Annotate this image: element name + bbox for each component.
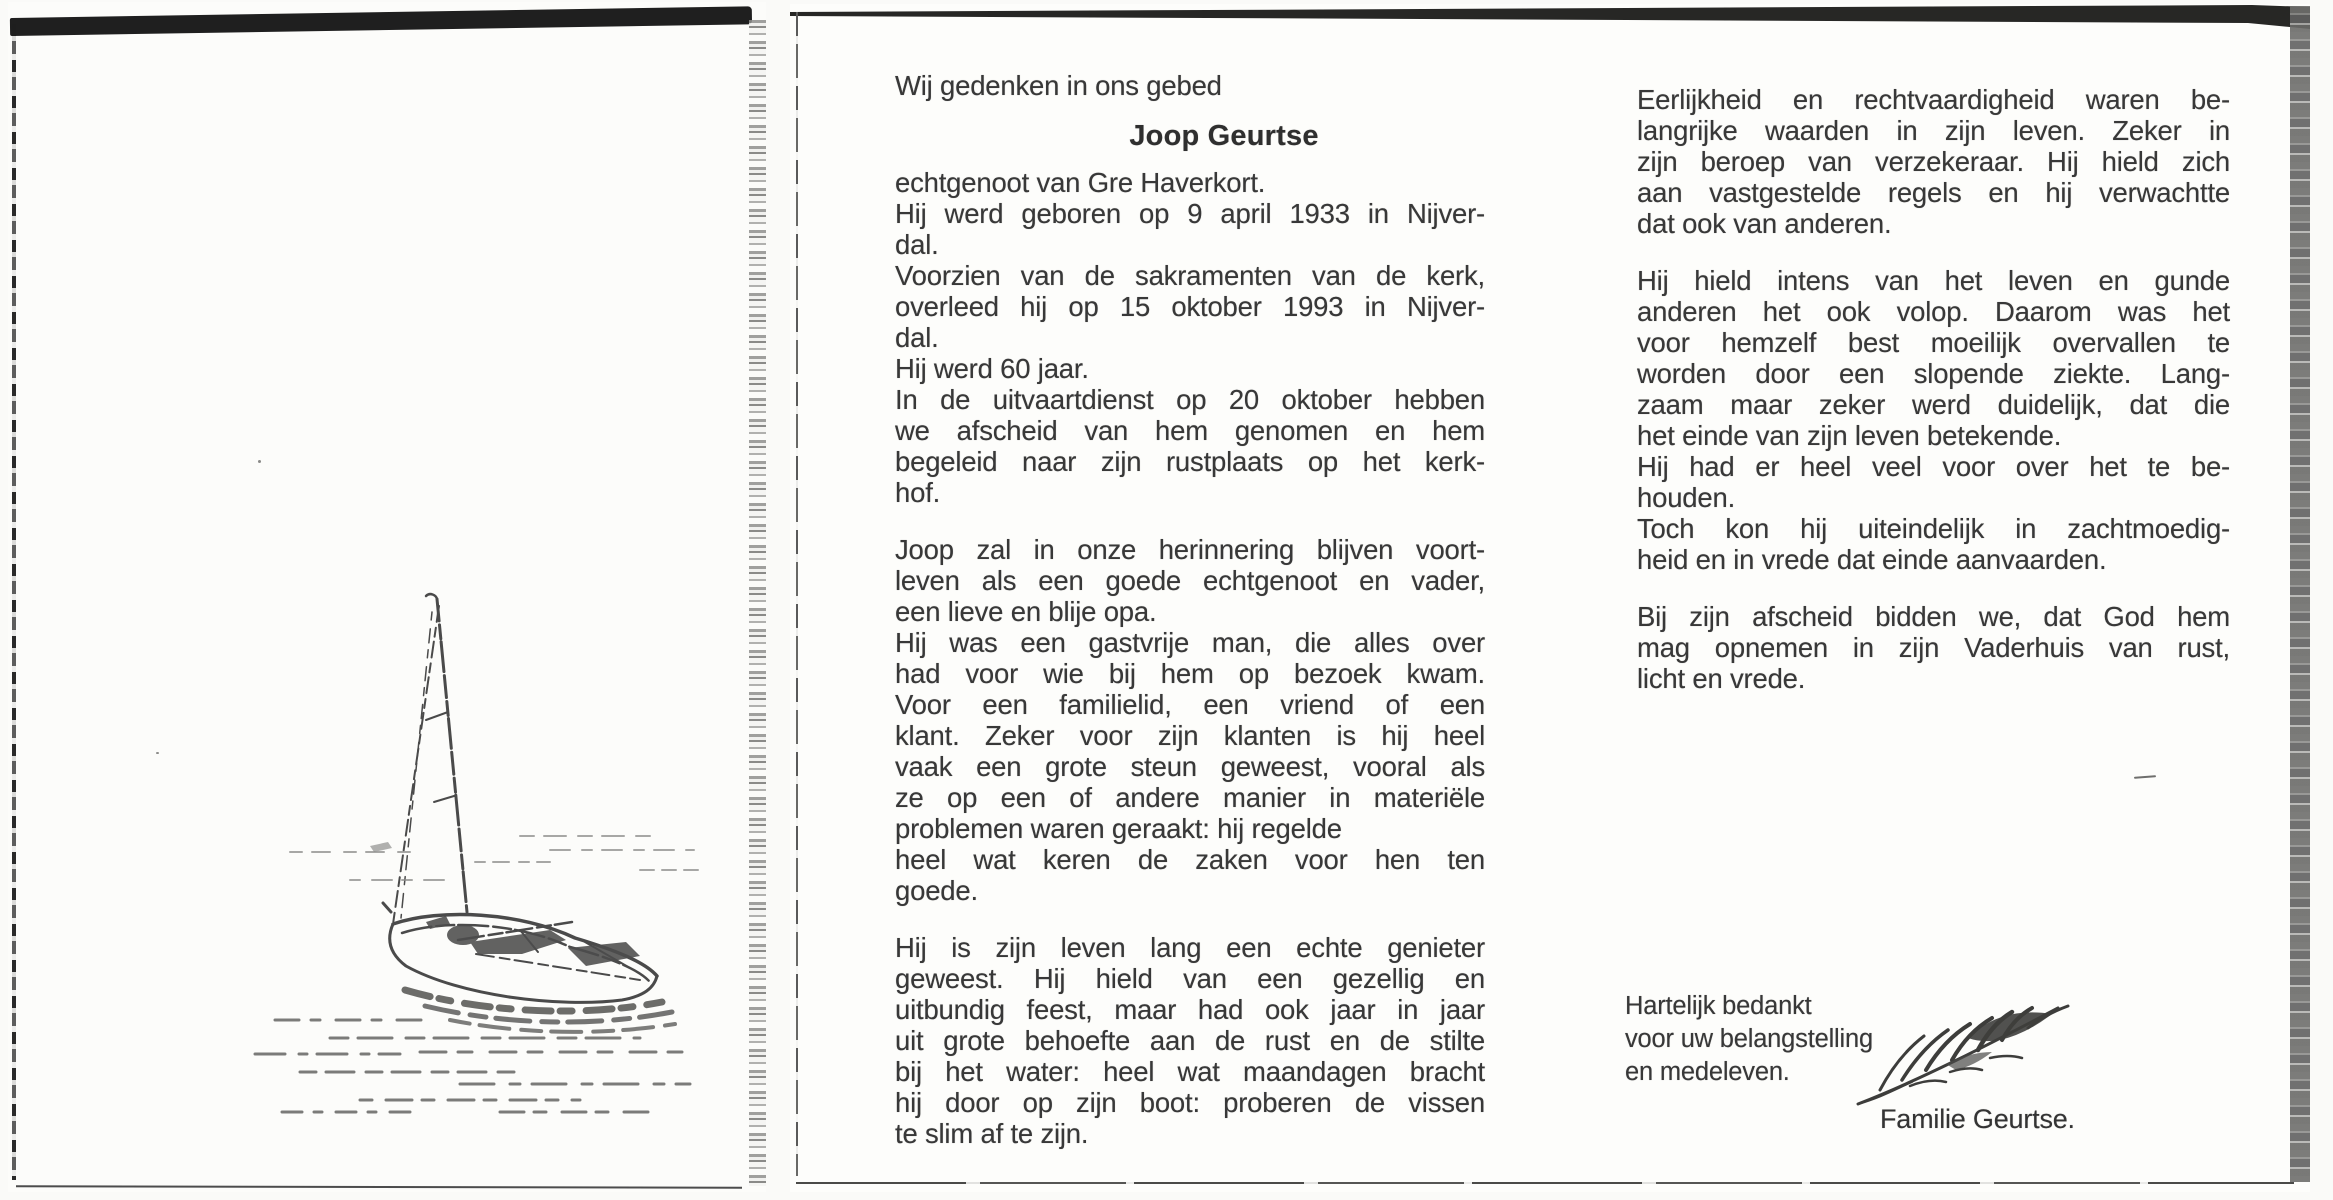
text-line: Eerlijkheid en rechtvaardigheid waren be- xyxy=(1637,84,2230,115)
paper-speck xyxy=(258,460,261,463)
text-line: het einde van zijn leven betekende. xyxy=(1637,420,2062,451)
text-line: Hij werd 60 jaar. xyxy=(895,353,1089,384)
text-column-left xyxy=(895,70,1485,1149)
text-line: vaak een grote steun geweest, vooral als xyxy=(895,751,1485,782)
text-line: dal. xyxy=(895,322,939,353)
deceased-name: Joop Geurtse xyxy=(1129,120,1319,152)
text-line: Voor een familielid, een vriend of een xyxy=(895,689,1485,720)
paragraph-gap xyxy=(895,906,1485,932)
ink-smudge xyxy=(2134,775,2156,779)
scan-edge-left xyxy=(796,12,798,1176)
text-line: een lieve en blije opa. xyxy=(895,596,1157,627)
sailboat-sketch xyxy=(220,550,740,1162)
paragraph-gap xyxy=(895,101,1485,119)
text-line: Bij zijn afscheid bidden we, dat God hem xyxy=(1637,601,2230,632)
paragraph-gap xyxy=(1637,239,2230,265)
text-line: we afscheid van hem genomen en hem xyxy=(895,415,1485,446)
text-line: In de uitvaartdienst op 20 oktober hebben xyxy=(895,384,1485,415)
text-line: Hij had er heel veel voor over het te be- xyxy=(1637,451,2230,482)
text-line: ze op een of andere manier in materiële xyxy=(895,782,1485,813)
text-line: hij door op zijn boot: proberen de vissen xyxy=(895,1087,1485,1118)
palm-frond-sketch xyxy=(1850,966,2085,1116)
text-line: klant. Zeker voor zijn klanten is hij heel xyxy=(895,720,1485,751)
text-line: en medeleven. xyxy=(1625,1058,1790,1086)
paragraph-gap xyxy=(895,508,1485,534)
text-line: heid en in vrede dat einde aanvaarden. xyxy=(1637,544,2107,575)
text-line: uitbundig feest, maar had ook jaar in jaar xyxy=(895,994,1485,1025)
text-line: geweest. Hij hield van een gezellig en xyxy=(895,963,1485,994)
paper-speck xyxy=(156,752,159,754)
paragraph-gap xyxy=(895,153,1485,167)
scan-edge-bottom xyxy=(16,1185,742,1189)
text-line: Voorzien van de sakramenten van de kerk, xyxy=(895,260,1485,291)
text-line: Hij was een gastvrije man, die alles over xyxy=(895,627,1485,658)
text-line: uit grote behoefte aan de rust en de stilte xyxy=(895,1025,1485,1056)
scan-edge-bottom xyxy=(796,1182,2294,1184)
text-line: Toch kon hij uiteindelijk in zachtmoedig- xyxy=(1637,513,2230,544)
text-line: overleed hij op 15 oktober 1993 in Nijver- xyxy=(895,291,1485,322)
text-line: Hartelijk bedankt xyxy=(1625,992,1812,1020)
text-line: had voor wie bij hem op bezoek kwam. xyxy=(895,658,1485,689)
scan-edge-top xyxy=(790,4,2310,30)
text-line: anderen het ook volop. Daarom was het xyxy=(1637,296,2230,327)
text-line: Hij werd geboren op 9 april 1933 in Nijver- xyxy=(895,198,1485,229)
text-line: te slim af te zijn. xyxy=(895,1118,1089,1149)
text-line: worden door een slopende ziekte. Lang- xyxy=(1637,358,2230,389)
text-line: heel wat keren de zaken voor hen ten xyxy=(895,844,1485,875)
signature: Familie Geurtse. xyxy=(1880,1104,2075,1134)
text-line: dal. xyxy=(895,229,939,260)
text-line: dat ook van anderen. xyxy=(1637,208,1892,239)
text-line: hof. xyxy=(895,477,941,508)
text-line: voor hemzelf best moeilijk overvallen te xyxy=(1637,327,2230,358)
text-line: begeleid naar zijn rustplaats op het kerk- xyxy=(895,446,1485,477)
text-line: problemen waren geraakt: hij regelde xyxy=(895,813,1342,844)
text-line: aan vastgestelde regels en hij verwachtte xyxy=(1637,177,2230,208)
text-line: leven als een goede echtgenoot en vader, xyxy=(895,565,1485,596)
text-line: langrijke waarden in zijn leven. Zeker in xyxy=(1637,115,2230,146)
text-line: houden. xyxy=(1637,482,1736,513)
text-line: echtgenoot van Gre Haverkort. xyxy=(895,167,1266,198)
card-front-page xyxy=(8,2,766,1192)
scan-edge-left xyxy=(12,24,16,1180)
text-line: voor uw belangstelling xyxy=(1625,1025,1873,1053)
card-inside-page xyxy=(790,4,2310,1192)
text-line: Hij hield intens van het leven en gunde xyxy=(1637,265,2230,296)
paragraph-gap xyxy=(1637,575,2230,601)
text-line: bij het water: heel wat maandagen bracht xyxy=(895,1056,1485,1087)
text-column-right xyxy=(1637,84,2230,694)
text-line: mag opnemen in zijn Vaderhuis van rust, xyxy=(1637,632,2230,663)
text-line: Hij is zijn leven lang een echte genieter xyxy=(895,932,1485,963)
text-line: zaam maar zeker werd duidelijk, dat die xyxy=(1637,389,2230,420)
torn-paper-edge xyxy=(749,20,766,1186)
torn-paper-edge xyxy=(2290,6,2310,1182)
text-line: Joop zal in onze herinnering blijven voort- xyxy=(895,534,1485,565)
text-line: zijn beroep van verzekeraar. Hij hield zich xyxy=(1637,146,2230,177)
text-line: licht en vrede. xyxy=(1637,663,1806,694)
text-line: goede. xyxy=(895,875,978,906)
intro-line: Wij gedenken in ons gebed xyxy=(895,70,1222,101)
scan-edge-top-bar xyxy=(10,6,752,36)
